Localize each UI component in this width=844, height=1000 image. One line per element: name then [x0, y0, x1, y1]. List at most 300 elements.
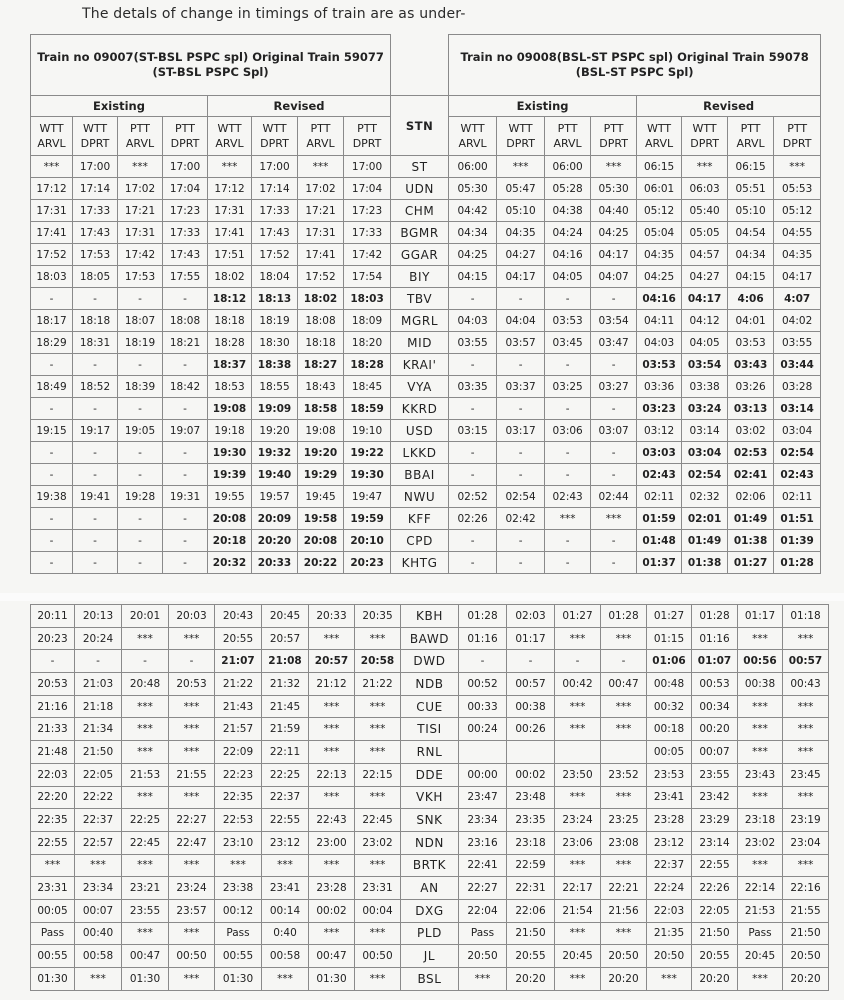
time-cell: 21:34	[75, 718, 122, 741]
time-cell: 20:01	[122, 605, 169, 628]
time-cell: 22:55	[31, 831, 75, 854]
title-spacer	[391, 35, 449, 96]
time-cell: -	[497, 354, 545, 376]
time-cell: 04:16	[545, 244, 591, 266]
time-cell: 02:03	[507, 605, 555, 628]
time-cell: 20:20	[252, 530, 298, 552]
time-cell: 02:43	[774, 464, 821, 486]
time-cell: 04:15	[449, 266, 497, 288]
time-cell: 03:44	[774, 354, 821, 376]
time-cell: ***	[738, 786, 783, 809]
time-cell: 01:16	[459, 627, 507, 650]
station-cell: PLD	[401, 922, 459, 945]
time-cell: 20:50	[647, 945, 692, 968]
table-row	[31, 332, 821, 354]
time-cell: 02:42	[497, 508, 545, 530]
table-row	[31, 398, 821, 420]
time-cell: -	[118, 552, 163, 574]
time-cell: 20:20	[692, 968, 738, 991]
time-cell: 20:08	[298, 530, 344, 552]
time-cell: Pass	[738, 922, 783, 945]
time-cell: 20:55	[507, 945, 555, 968]
left-existing-header: Existing	[31, 96, 208, 117]
time-cell: 22:20	[31, 786, 75, 809]
time-cell: ***	[169, 695, 215, 718]
time-cell: 23:35	[507, 809, 555, 832]
time-cell: 22:43	[309, 809, 355, 832]
table-row	[31, 222, 821, 244]
time-cell: ***	[122, 786, 169, 809]
time-cell: 04:17	[774, 266, 821, 288]
time-cell: 19:08	[208, 398, 252, 420]
time-cell: 03:57	[497, 332, 545, 354]
time-cell: -	[163, 442, 208, 464]
time-cell: 23:52	[601, 763, 647, 786]
right-existing-header: Existing	[449, 96, 637, 117]
time-cell: 04:05	[545, 266, 591, 288]
time-cell: 18:39	[118, 376, 163, 398]
time-cell: -	[497, 464, 545, 486]
time-cell: 01:17	[738, 605, 783, 628]
time-cell: ***	[122, 922, 169, 945]
time-cell: 21:55	[783, 899, 829, 922]
time-cell: 17:53	[118, 266, 163, 288]
time-cell: ***	[309, 627, 355, 650]
time-cell: 05:30	[449, 178, 497, 200]
time-cell: 03:04	[682, 442, 728, 464]
time-cell: -	[449, 464, 497, 486]
time-cell: 23:31	[355, 877, 401, 900]
station-cell: BIY	[391, 266, 449, 288]
time-cell: 04:35	[637, 244, 682, 266]
time-cell: 4:07	[774, 288, 821, 310]
time-cell: 22:37	[75, 809, 122, 832]
time-cell: ***	[122, 695, 169, 718]
time-cell: 17:31	[31, 200, 73, 222]
time-cell: 21:22	[355, 673, 401, 696]
time-cell: ***	[601, 718, 647, 741]
time-cell: 18:42	[163, 376, 208, 398]
time-cell: 05:28	[545, 178, 591, 200]
time-cell: 04:03	[637, 332, 682, 354]
time-cell: 17:51	[208, 244, 252, 266]
time-cell: ***	[783, 627, 829, 650]
time-cell: ***	[555, 718, 601, 741]
time-cell: ***	[169, 627, 215, 650]
time-cell: 18:37	[208, 354, 252, 376]
time-cell: 00:57	[507, 673, 555, 696]
station-cell: NDN	[401, 831, 459, 854]
time-cell: 19:59	[344, 508, 391, 530]
time-cell: 03:27	[591, 376, 637, 398]
time-cell: 00:50	[355, 945, 401, 968]
time-cell: 20:58	[355, 650, 401, 673]
time-cell: 00:52	[459, 673, 507, 696]
time-cell: 22:16	[783, 877, 829, 900]
time-cell: 22:09	[215, 741, 262, 764]
time-cell: ***	[783, 695, 829, 718]
time-cell: 23:02	[738, 831, 783, 854]
time-cell: -	[163, 288, 208, 310]
time-cell: 03:26	[728, 376, 774, 398]
time-cell: -	[118, 508, 163, 530]
time-cell: 18:03	[344, 288, 391, 310]
time-cell: -	[601, 650, 647, 673]
time-cell: 17:00	[73, 156, 118, 178]
time-cell	[601, 741, 647, 764]
table-row	[31, 786, 829, 809]
time-cell: 22:11	[262, 741, 309, 764]
station-cell: ST	[391, 156, 449, 178]
time-cell: 23:29	[692, 809, 738, 832]
station-cell: LKKD	[391, 442, 449, 464]
time-cell: 20:23	[31, 627, 75, 650]
time-cell: 22:23	[215, 763, 262, 786]
time-cell: 22:03	[31, 763, 75, 786]
table-row	[31, 310, 821, 332]
time-cell: 19:22	[344, 442, 391, 464]
time-cell: ***	[774, 156, 821, 178]
time-cell: ***	[169, 922, 215, 945]
time-cell: 02:54	[774, 442, 821, 464]
table-row	[31, 244, 821, 266]
time-cell: 20:20	[783, 968, 829, 991]
time-cell: 02:11	[637, 486, 682, 508]
time-cell: -	[163, 464, 208, 486]
time-cell: -	[449, 442, 497, 464]
timetable-bottom	[30, 604, 829, 991]
time-cell: 17:43	[163, 244, 208, 266]
time-cell: -	[163, 398, 208, 420]
time-cell: 18:53	[208, 376, 252, 398]
time-cell: 23:48	[507, 786, 555, 809]
time-cell: 00:50	[169, 945, 215, 968]
time-cell: ***	[783, 718, 829, 741]
station-cell: CUE	[401, 695, 459, 718]
table-row	[31, 695, 829, 718]
time-cell: 03:35	[449, 376, 497, 398]
time-cell: 06:15	[728, 156, 774, 178]
time-cell: ***	[555, 922, 601, 945]
time-cell: 03:23	[637, 398, 682, 420]
time-cell: 21:50	[783, 922, 829, 945]
time-cell: 18:45	[344, 376, 391, 398]
time-cell: 03:06	[545, 420, 591, 442]
time-cell: -	[75, 650, 122, 673]
time-cell: ***	[31, 156, 73, 178]
time-cell: 17:14	[73, 178, 118, 200]
time-cell: ***	[75, 854, 122, 877]
time-cell: 01:18	[783, 605, 829, 628]
time-cell: 20:53	[31, 673, 75, 696]
time-cell: 22:25	[262, 763, 309, 786]
time-cell: 23:47	[459, 786, 507, 809]
time-cell: 22:27	[459, 877, 507, 900]
time-cell: 21:35	[647, 922, 692, 945]
time-cell: 18:49	[31, 376, 73, 398]
time-cell: 19:05	[118, 420, 163, 442]
time-cell: -	[449, 552, 497, 574]
time-cell: -	[118, 398, 163, 420]
time-cell: 01:28	[459, 605, 507, 628]
col-header: PTT ARVL	[545, 117, 591, 156]
time-cell: -	[163, 530, 208, 552]
station-cell: BBAI	[391, 464, 449, 486]
time-cell: 00:55	[31, 945, 75, 968]
time-cell: -	[31, 288, 73, 310]
time-cell: 04:40	[591, 200, 637, 222]
time-cell: 17:02	[118, 178, 163, 200]
table-row	[31, 508, 821, 530]
time-cell: ***	[601, 854, 647, 877]
time-cell: 02:06	[728, 486, 774, 508]
time-cell: ***	[355, 968, 401, 991]
time-cell: 05:53	[774, 178, 821, 200]
time-cell: 23:18	[738, 809, 783, 832]
stn-header: STN	[391, 96, 449, 156]
time-cell: ***	[738, 968, 783, 991]
time-cell: 20:48	[122, 673, 169, 696]
time-cell: 23:25	[601, 809, 647, 832]
time-cell: 23:14	[692, 831, 738, 854]
time-cell: -	[31, 650, 75, 673]
time-cell: 18:05	[73, 266, 118, 288]
table-row	[31, 354, 821, 376]
time-cell: 00:58	[75, 945, 122, 968]
document-heading: The detals of change in timings of train are as under-	[82, 6, 466, 22]
time-cell: ***	[262, 854, 309, 877]
time-cell: -	[73, 508, 118, 530]
time-cell: ***	[355, 786, 401, 809]
table-row	[31, 741, 829, 764]
time-cell: 17:43	[252, 222, 298, 244]
table-row	[31, 605, 829, 628]
time-cell: 18:07	[118, 310, 163, 332]
time-cell: 18:18	[208, 310, 252, 332]
time-cell: 20:43	[215, 605, 262, 628]
time-cell: ***	[309, 741, 355, 764]
time-cell: ***	[355, 627, 401, 650]
time-cell: 05:12	[637, 200, 682, 222]
time-cell: 22:31	[507, 877, 555, 900]
time-cell: -	[73, 398, 118, 420]
time-cell: 00:57	[783, 650, 829, 673]
time-cell: 22:17	[555, 877, 601, 900]
time-cell: 18:13	[252, 288, 298, 310]
table-row	[31, 899, 829, 922]
time-cell: 02:11	[774, 486, 821, 508]
station-cell: DDE	[401, 763, 459, 786]
time-cell: ***	[75, 968, 122, 991]
time-cell: Pass	[215, 922, 262, 945]
time-cell: 02:43	[637, 464, 682, 486]
time-cell: 06:15	[637, 156, 682, 178]
time-cell: 19:45	[298, 486, 344, 508]
col-header: PTT DPRT	[163, 117, 208, 156]
time-cell: 01:27	[647, 605, 692, 628]
time-cell: 17:21	[118, 200, 163, 222]
time-cell: 17:53	[73, 244, 118, 266]
time-cell: 01:49	[682, 530, 728, 552]
time-cell: 18:59	[344, 398, 391, 420]
time-cell: 22:25	[122, 809, 169, 832]
time-cell: 18:12	[208, 288, 252, 310]
time-cell: 18:18	[298, 332, 344, 354]
time-cell: 19:07	[163, 420, 208, 442]
table-row	[31, 200, 821, 222]
time-cell: -	[73, 442, 118, 464]
table-row	[31, 673, 829, 696]
time-cell: 04:34	[449, 222, 497, 244]
time-cell: 22:14	[738, 877, 783, 900]
time-cell: 23:10	[215, 831, 262, 854]
time-cell: -	[449, 288, 497, 310]
time-cell: 18:55	[252, 376, 298, 398]
time-cell: 20:50	[601, 945, 647, 968]
time-cell: 19:39	[208, 464, 252, 486]
time-cell: 21:18	[75, 695, 122, 718]
time-cell: 20:08	[208, 508, 252, 530]
time-cell: ***	[215, 854, 262, 877]
time-cell: ***	[601, 695, 647, 718]
time-cell: -	[545, 552, 591, 574]
time-cell: 03:54	[591, 310, 637, 332]
time-cell: 23:41	[262, 877, 309, 900]
time-cell: 02:44	[591, 486, 637, 508]
col-header: WTT DPRT	[73, 117, 118, 156]
time-cell: 03:04	[774, 420, 821, 442]
time-cell: 03:55	[774, 332, 821, 354]
time-cell: -	[163, 354, 208, 376]
right-train-title: Train no 09008(BSL-ST PSPC spl) Original Train 59078 (BSL-ST PSPC Spl)	[449, 35, 821, 96]
time-cell: ***	[169, 854, 215, 877]
station-cell: GGAR	[391, 244, 449, 266]
time-cell: -	[545, 398, 591, 420]
time-cell: 00:24	[459, 718, 507, 741]
time-cell: 00:18	[647, 718, 692, 741]
time-cell: 4:06	[728, 288, 774, 310]
time-cell: 03:53	[545, 310, 591, 332]
table-row	[31, 288, 821, 310]
time-cell: 18:28	[208, 332, 252, 354]
time-cell: 04:24	[545, 222, 591, 244]
station-cell: MGRL	[391, 310, 449, 332]
time-cell: 23:43	[738, 763, 783, 786]
time-cell: 03:47	[591, 332, 637, 354]
time-cell: ***	[355, 922, 401, 945]
time-cell: 19:41	[73, 486, 118, 508]
time-cell: 05:12	[774, 200, 821, 222]
time-cell: 01:28	[774, 552, 821, 574]
time-cell: 04:27	[682, 266, 728, 288]
time-cell	[459, 741, 507, 764]
col-header: PTT ARVL	[118, 117, 163, 156]
time-cell: 01:28	[692, 605, 738, 628]
time-cell: 23:28	[309, 877, 355, 900]
table-row	[31, 650, 829, 673]
time-cell: 23:02	[355, 831, 401, 854]
time-cell: 18:43	[298, 376, 344, 398]
time-cell: 22:04	[459, 899, 507, 922]
time-cell: ***	[122, 741, 169, 764]
time-cell: -	[591, 354, 637, 376]
time-cell: 03:37	[497, 376, 545, 398]
time-cell: 01:38	[682, 552, 728, 574]
time-cell: 04:57	[682, 244, 728, 266]
time-cell: ***	[591, 508, 637, 530]
time-cell: 22:35	[31, 809, 75, 832]
time-cell: 20:45	[738, 945, 783, 968]
time-cell: 17:33	[344, 222, 391, 244]
time-cell: 20:45	[555, 945, 601, 968]
table-row	[31, 809, 829, 832]
time-cell: -	[31, 398, 73, 420]
time-cell: 22:05	[692, 899, 738, 922]
time-cell: 03:53	[728, 332, 774, 354]
time-cell: 23:08	[601, 831, 647, 854]
time-cell: ***	[738, 627, 783, 650]
time-cell: 18:20	[344, 332, 391, 354]
time-cell: -	[507, 650, 555, 673]
time-cell: 00:05	[647, 741, 692, 764]
time-cell: 00:33	[459, 695, 507, 718]
top-rows	[31, 156, 821, 574]
time-cell: 20:23	[344, 552, 391, 574]
time-cell: ***	[355, 741, 401, 764]
time-cell: 04:25	[591, 222, 637, 244]
time-cell: 22:37	[647, 854, 692, 877]
time-cell: 21:55	[169, 763, 215, 786]
table-row	[31, 178, 821, 200]
time-cell: 00:40	[75, 922, 122, 945]
time-cell: ***	[122, 627, 169, 650]
time-cell: -	[497, 442, 545, 464]
station-cell: BAWD	[401, 627, 459, 650]
time-cell	[507, 741, 555, 764]
time-cell: 22:41	[459, 854, 507, 877]
col-header: PTT ARVL	[298, 117, 344, 156]
time-cell: 21:50	[75, 741, 122, 764]
time-cell: 00:47	[309, 945, 355, 968]
station-cell: KBH	[401, 605, 459, 628]
time-cell: -	[163, 508, 208, 530]
time-cell: -	[497, 288, 545, 310]
time-cell: 04:17	[591, 244, 637, 266]
time-cell: 21:22	[215, 673, 262, 696]
time-cell: 17:41	[208, 222, 252, 244]
station-cell: TISI	[401, 718, 459, 741]
time-cell: 23:31	[31, 877, 75, 900]
time-cell: 04:34	[728, 244, 774, 266]
time-cell: 04:01	[728, 310, 774, 332]
time-cell: 23:53	[647, 763, 692, 786]
time-cell: 19:29	[298, 464, 344, 486]
time-cell: 20:03	[169, 605, 215, 628]
time-cell: 01:15	[647, 627, 692, 650]
col-header: WTT ARVL	[637, 117, 682, 156]
time-cell: 23:12	[262, 831, 309, 854]
time-cell: 22:53	[215, 809, 262, 832]
time-cell: 18:58	[298, 398, 344, 420]
time-cell: 22:21	[601, 877, 647, 900]
time-cell: 23:55	[122, 899, 169, 922]
time-cell: 00:38	[507, 695, 555, 718]
time-cell: ***	[122, 718, 169, 741]
time-cell: Pass	[459, 922, 507, 945]
page-divider	[0, 593, 844, 601]
time-cell: 01:51	[774, 508, 821, 530]
station-cell: CHM	[391, 200, 449, 222]
